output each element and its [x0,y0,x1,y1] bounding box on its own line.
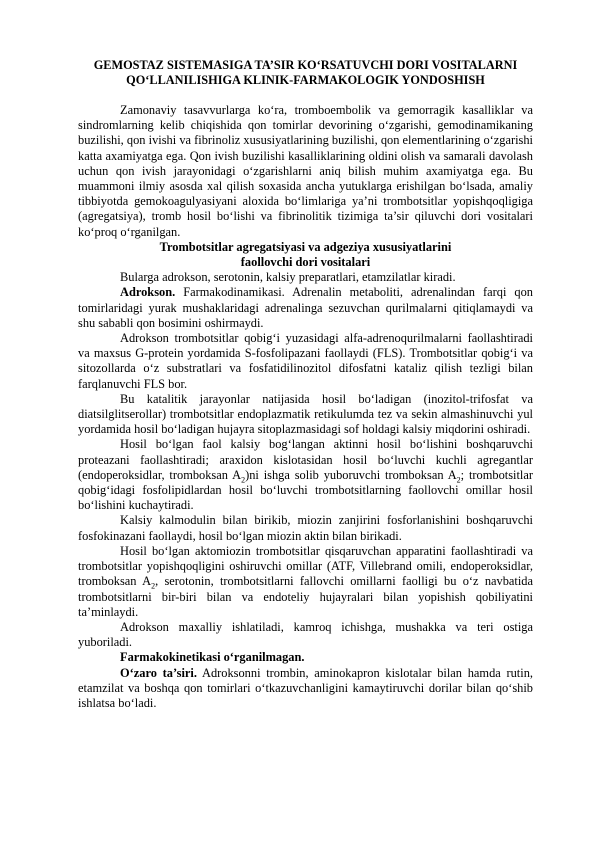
document-body [78,58,533,711]
catalytic-paragraph: Bu katalitik jarayonlar natijasida hosil bo‘ladigan (inozitol-trifosfat va diatsilglitserollar) trombotsitlar endoplazmatik retikulumda tez va sekin almashinuvchi yul yordamida hosil bo‘ladigan hujayra sitoplazmasidagi sof holdagi kalsiy miqdorini oshiradi. [78,391,533,437]
administration-paragraph: Adrokson maxalliy ishlatiladi, kamroq ichishga, mushakka va teri ostiga yuboriladi. [78,619,533,650]
title-line-1: GEMOSTAZ SISTEMASIGA TA’SIR KO‘RSATUVCHI DORI VOSITALARNI [93,58,518,72]
text-span: , serotonin, trombotsitlarni fallovchi omillarni faolligi bu o‘z navbatida trombotsitlarni bir-biri bilan va endoteliy hujayralari bilan yopishish qobiliyatini ta’minlaydi. [78,574,533,619]
interaction-lead: O‘zaro ta’siri. [120,665,197,680]
intro-paragraph: Zamonaviy tasavvurlarga ko‘ra, tromboembolik va gemorragik kasalliklar va sindromlarning kelib chiqishida qon tomirlar devorining o‘zgarishi, gemodinamikaning buzilishi, qon ivishi va fibrinoliz xususiyatlarining buzilishi, qon elementlarining o‘zgarishi katta axamiyatga ega. Qon ivish buzilishi kasalliklarining oldini olish va samarali davolash uchun qon ivish jarayonidagi o‘zgarishlarni aniq bilish muhim axamiyatga ega. Bu muammoni ilmiy asosda xal qilish soxasida ancha yutuklarga erishilgan bo‘lsada, amaliy tibbiyotda gemokoagulyasiyani aloxida bo‘limlariga ya’ni trombotsitlar yopishqoqligiga (agregatsiya), tromb hosil bo‘lishi va fibrinolitik tizimiga ta’sir qiluvchi dori vositalari ko‘proq o‘rganilgan. [78,103,533,239]
adrokson-text: Farmakodinamikasi. Adrenalin metaboliti, adrenalindan farqi qon tomirlaridagi yurak mushaklaridagi adrenalinga sezuvchan qurilmalarni qitiqlamaydi va shu sababli qon bosimini oshirmaydi. [78,285,533,330]
text-span: Hosil bo‘lgan aktomiozin trombotsitlar qisqaruvchan apparatini faollashtiradi va trombotsitlar yopishqoqligini oshiruvchi omillar (ATF, Villebrand omili, endoperoksidlar, tromboksan A [78,543,533,589]
subscript: 2 [241,475,246,485]
text-span: Hosil bo‘lgan faol kalsiy bog‘langan aktinni hosil bo‘lishini boshqaruvchi proteazani faollashtiradi; araxidon kislotasidan hosil bo‘luvchi kuchli agregantlar (endoperoksidlar, tromboksan A [78,437,533,482]
actomyosin-paragraph [78,544,533,620]
calmodulin-paragraph: Kalsiy kalmodulin bilan birikib, miozin zanjirini fosforlanishini boshqaruvchi fosfokinazani faollaydi, hosil bo‘lgan miozin aktin bilan birikadi. [78,513,533,543]
drug-list-paragraph: Bularga adrokson, serotonin, kalsiy preparatlari, etamzilatlar kiradi. [120,270,456,285]
interaction-paragraph [78,666,533,712]
section-heading-line-1: Trombotsitlar agregatsiyasi va adgeziya xususiyatlarini [159,239,452,254]
adrokson-paragraph [78,285,533,331]
interaction-text: Adroksonni trombin, aminokapron kislotalar bilan hamda rutin, etamzilat va boshqa qon tomirlari o‘tkazuvchanligini kamaytiruvchi dorilar bilan qo‘shib ishlatsa bo‘ladi. [78,665,533,710]
subscript: 2 [456,475,461,485]
calcium-activation-paragraph [78,437,533,513]
section-heading [78,240,533,270]
receptor-paragraph: Adrokson trombotsitlar qobig‘i yuzasidagi alfa-adrenoqurilmalarni faollashtiradi va maxsus G-protein yordamida S-fosfolipazani faollaydi (FLS). Trombotsitlar qobig‘i va sitozollarda o‘z substratlari va fosfatidilinozitol difosfatni kataliz qilish tezligi bilan farqlanuvchi FLS bor. [78,331,533,391]
text-span: ; trombotsitlar qobig‘idagi fosfolipidlardan hosil bo‘luvchi trombotsitlarning faollovchi omillar hosil bo‘lishini kuchaytiradi. [78,467,533,513]
document-title [78,58,533,88]
pharmacokinetics-heading: Farmakokinetikasi o‘rganilmagan. [120,650,305,665]
title-line-2: QO‘LLANILISHIGA KLINIK-FARMAKOLOGIK YONDOSHISH [126,73,485,87]
text-span: )ni ishga solib yuboruvchi tromboksan A [245,467,457,482]
adrokson-lead: Adrokson. [120,285,176,300]
subscript: 2 [151,581,156,591]
section-heading-line-2: faollovchi dori vositalari [240,255,371,270]
